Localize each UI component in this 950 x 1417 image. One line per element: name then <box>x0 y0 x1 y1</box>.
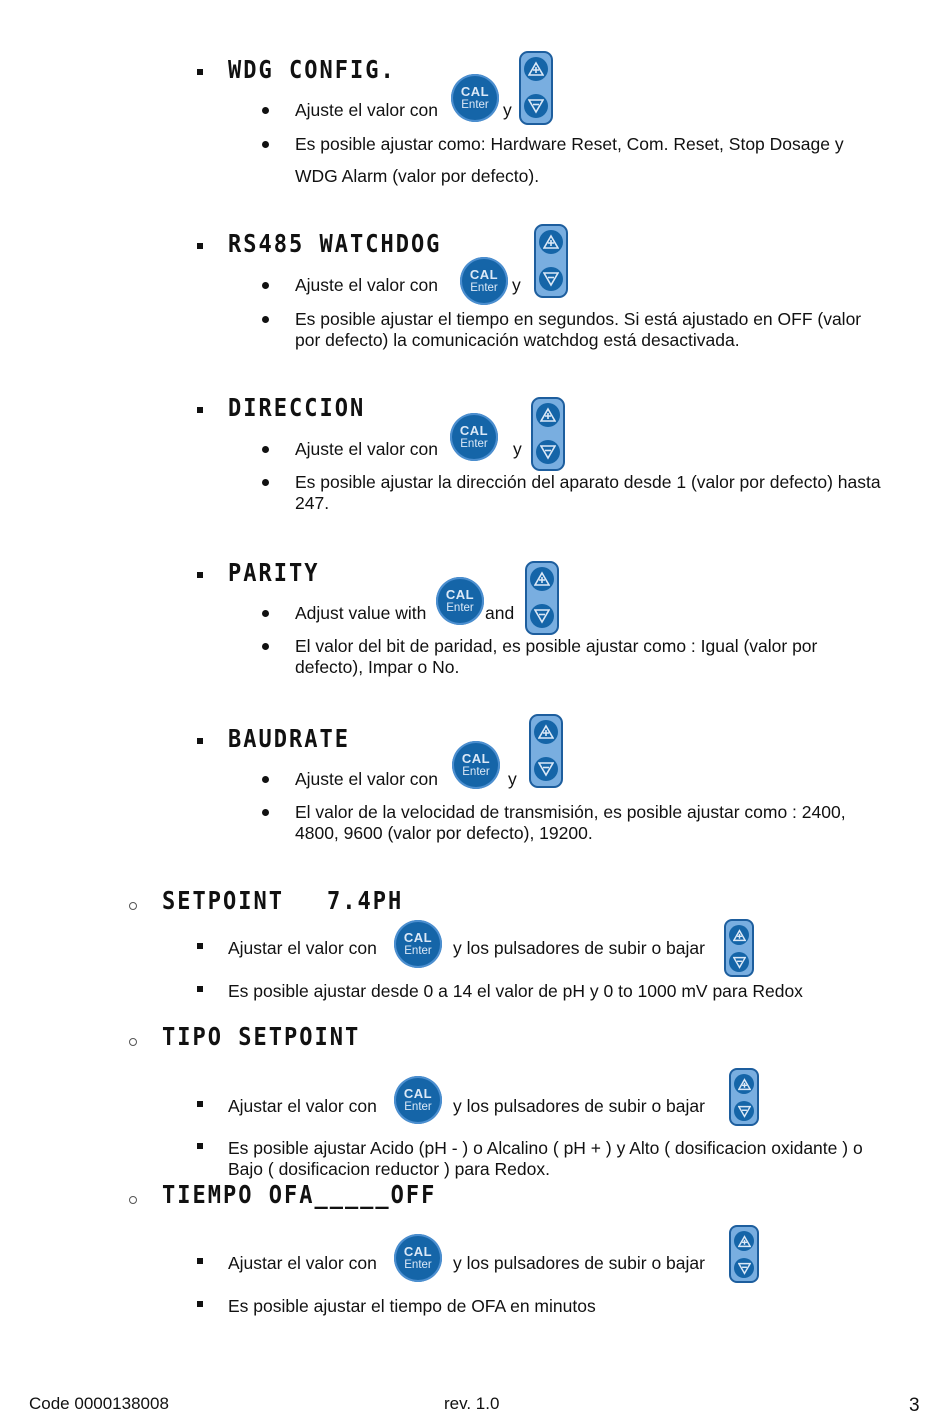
baudrate-adjust-text: Ajuste el valor con <box>295 769 438 789</box>
bullet-square <box>197 572 203 578</box>
tiempo-adjust-text: Ajustar el valor con <box>228 1253 377 1273</box>
up-down-buttons-icon <box>531 397 565 471</box>
down-arrow-icon <box>536 440 560 464</box>
down-arrow-icon <box>530 604 554 628</box>
baudrate-desc-line1: El valor de la velocidad de transmisión, es posible ajustar como : 2400, <box>295 802 846 822</box>
rs485-adjust-text: Ajuste el valor con <box>295 275 438 295</box>
footer-code: Code 0000138008 <box>29 1394 169 1413</box>
bullet-dot <box>262 643 269 650</box>
down-arrow-icon <box>729 952 749 972</box>
enter-label: Enter <box>462 765 490 778</box>
cal-enter-icon <box>394 1076 442 1124</box>
bullet-dot <box>262 316 269 323</box>
enter-label: Enter <box>404 944 432 957</box>
cal-enter-icon <box>450 413 498 461</box>
parity-and-text: and <box>485 603 515 623</box>
baudrate-desc-line2: 4800, 9600 (valor por defecto), 19200. <box>295 823 593 843</box>
wdg-and-text: y <box>503 100 512 120</box>
down-arrow-icon <box>524 94 548 118</box>
tipo-desc-line1: Es posible ajustar Acido (pH - ) o Alcalino ( pH + ) y Alto ( dosificacion oxidante ) o <box>228 1138 863 1158</box>
cal-label: CAL <box>459 422 489 438</box>
rs485-title: RS485 WATCHDOG <box>228 230 442 259</box>
baudrate-title: BAUDRATE <box>228 725 350 754</box>
tiempo-ofa-title: TIEMPO OFA_____OFF <box>162 1181 437 1210</box>
tiempo-after-text: y los pulsadores de subir o bajar <box>453 1253 705 1273</box>
bullet-square <box>197 243 203 249</box>
up-down-buttons-icon <box>525 561 559 635</box>
bullet-dot <box>262 282 269 289</box>
parity-title: PARITY <box>228 559 320 588</box>
bullet-circle <box>129 1038 137 1046</box>
enter-label: Enter <box>404 1100 432 1113</box>
tipo-desc-line2: Bajo ( dosificacion reductor ) para Redox. <box>228 1159 550 1179</box>
bullet-square <box>197 738 203 744</box>
enter-label: Enter <box>470 281 498 294</box>
cal-label: CAL <box>461 750 491 766</box>
enter-label: Enter <box>404 1258 432 1271</box>
setpoint-after-text: y los pulsadores de subir o bajar <box>453 938 705 958</box>
bullet-square <box>197 943 203 949</box>
setpoint-desc-line1: Es posible ajustar desde 0 a 14 el valor de pH y 0 to 1000 mV para Redox <box>228 981 803 1001</box>
bullet-square <box>197 986 203 992</box>
direccion-desc-line1: Es posible ajustar la dirección del aparato desde 1 (valor por defecto) hasta <box>295 472 881 492</box>
up-arrow-icon <box>734 1231 754 1251</box>
up-arrow-icon <box>536 403 560 427</box>
bullet-square <box>197 1301 203 1307</box>
cal-enter-icon <box>460 257 508 305</box>
wdg-desc-line1: Es posible ajustar como: Hardware Reset, Com. Reset, Stop Dosage y <box>295 134 844 154</box>
up-down-buttons-icon <box>534 224 568 298</box>
bullet-circle <box>129 1196 137 1204</box>
down-arrow-icon <box>539 267 563 291</box>
bullet-square <box>197 1143 203 1149</box>
direccion-desc-line2: 247. <box>295 493 330 513</box>
down-arrow-icon <box>734 1258 754 1278</box>
up-arrow-icon <box>524 57 548 81</box>
up-arrow-icon <box>734 1074 754 1094</box>
setpoint-adjust-text: Ajustar el valor con <box>228 938 377 958</box>
bullet-dot <box>262 809 269 816</box>
cal-label: CAL <box>403 1243 433 1259</box>
bullet-circle <box>129 902 137 910</box>
enter-label: Enter <box>460 437 488 450</box>
up-down-buttons-icon <box>729 1068 759 1126</box>
bullet-square <box>197 69 203 75</box>
rs485-desc-line1: Es posible ajustar el tiempo en segundos. Si está ajustado en OFF (valor <box>295 309 862 329</box>
enter-label: Enter <box>461 98 489 111</box>
bullet-dot <box>262 479 269 486</box>
cal-label: CAL <box>469 266 499 282</box>
parity-adjust-text: Adjust value with <box>295 603 427 623</box>
cal-enter-icon <box>394 920 442 968</box>
bullet-dot <box>262 610 269 617</box>
wdg-desc-line2: WDG Alarm (valor por defecto). <box>295 166 540 186</box>
rs485-desc-line2: por defecto) la comunicación watchdog está desactivada. <box>295 330 740 350</box>
cal-label: CAL <box>445 586 475 602</box>
up-down-buttons-icon <box>724 919 754 977</box>
cal-enter-icon <box>452 741 500 789</box>
bullet-square <box>197 1101 203 1107</box>
parity-desc-line1: El valor del bit de paridad, es posible ajustar como : Igual (valor por <box>295 636 818 656</box>
tipo-adjust-text: Ajustar el valor con <box>228 1096 377 1116</box>
cal-label: CAL <box>403 1085 433 1101</box>
wdg-config-title: WDG CONFIG. <box>228 56 396 85</box>
tiempo-desc-line1: Es posible ajustar el tiempo de OFA en minutos <box>228 1296 596 1316</box>
up-arrow-icon <box>530 567 554 591</box>
down-arrow-icon <box>734 1101 754 1121</box>
up-down-buttons-icon <box>529 714 563 788</box>
up-down-buttons-icon <box>519 51 553 125</box>
baudrate-and-text: y <box>508 769 517 789</box>
direccion-adjust-text: Ajuste el valor con <box>295 439 438 459</box>
cal-label: CAL <box>460 83 490 99</box>
direccion-and-text: y <box>513 439 522 459</box>
cal-enter-icon <box>436 577 484 625</box>
bullet-square <box>197 407 203 413</box>
up-down-buttons-icon <box>729 1225 759 1283</box>
bullet-square <box>197 1258 203 1264</box>
bullet-dot <box>262 141 269 148</box>
rs485-and-text: y <box>512 275 521 295</box>
cal-enter-icon <box>394 1234 442 1282</box>
down-arrow-icon <box>534 757 558 781</box>
setpoint-value: 7.4PH <box>327 887 404 916</box>
setpoint-title: SETPOINT <box>162 887 284 916</box>
bullet-dot <box>262 107 269 114</box>
footer-revision: rev. 1.0 <box>444 1394 500 1413</box>
bullet-dot <box>262 446 269 453</box>
cal-label: CAL <box>403 929 433 945</box>
direccion-title: DIRECCION <box>228 394 366 423</box>
up-arrow-icon <box>729 925 749 945</box>
parity-desc-line2: defecto), Impar o No. <box>295 657 460 677</box>
up-arrow-icon <box>539 230 563 254</box>
tipo-setpoint-title: TIPO SETPOINT <box>162 1023 361 1052</box>
tipo-after-text: y los pulsadores de subir o bajar <box>453 1096 705 1116</box>
cal-enter-icon <box>451 74 499 122</box>
bullet-dot <box>262 776 269 783</box>
enter-label: Enter <box>446 601 474 614</box>
page-number: 3 <box>909 1395 920 1416</box>
up-arrow-icon <box>534 720 558 744</box>
wdg-adjust-text: Ajuste el valor con <box>295 100 438 120</box>
